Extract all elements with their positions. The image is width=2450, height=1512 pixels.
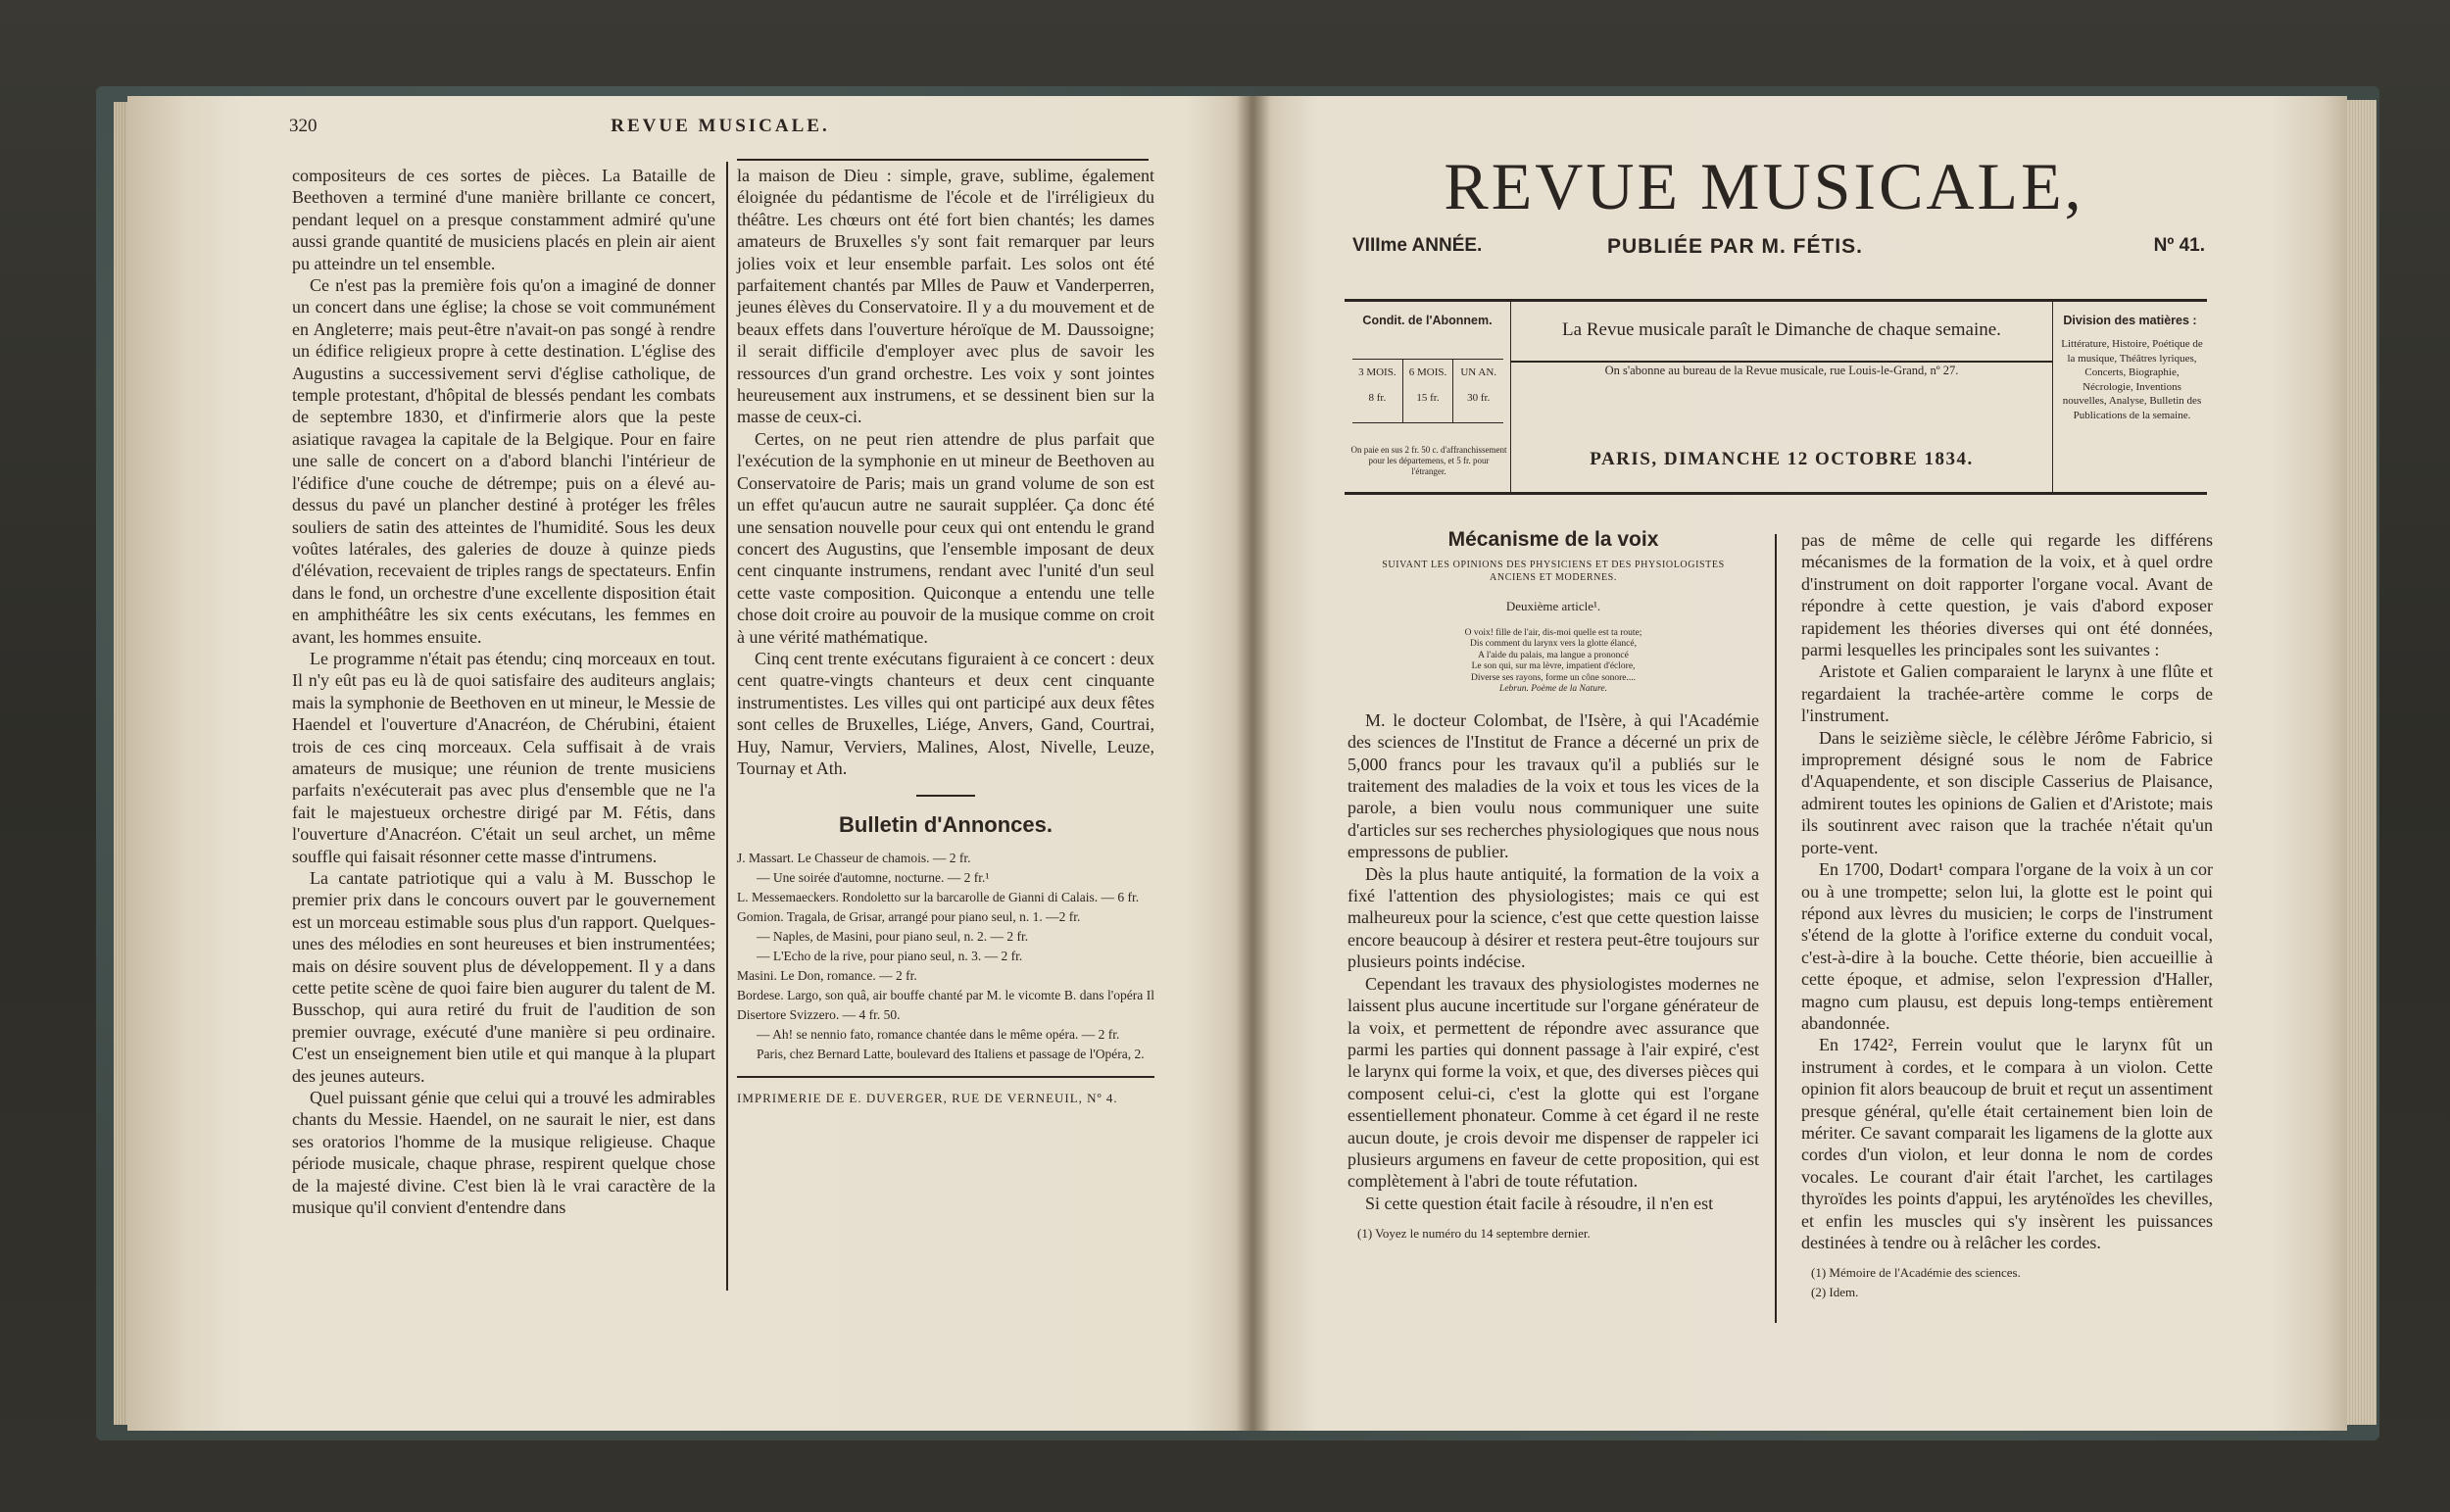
announcement: — Naples, de Masini, pour piano seul, n. 2. — 2 fr. bbox=[757, 928, 1029, 944]
tarif-period: UN AN. bbox=[1460, 366, 1497, 378]
paragraph: Dès la plus haute antiquité, la formation de la voix a fixé l'attention des physiologistes; mais ce qui est malheureux pour la science, c'est que cette question laisse encore beaucoup à désirer et restera peut-être toujours sur plusieurs points indécise. bbox=[1348, 863, 1759, 972]
info-box bbox=[1345, 299, 2207, 495]
epigraph-line: Dis comment du larynx vers la glotte élancé, bbox=[1470, 639, 1637, 650]
subscription-box bbox=[1345, 302, 1511, 492]
epigraph-line: Diverse ses rayons, forme un cône sonore.... bbox=[1470, 672, 1637, 683]
paragraph: En 1742², Ferrein voulut que le larynx fût un instrument à cordes, et le compara à un violon. Cette opinion fit alors beaucoup de bruit et reçut un assentiment presque général, qu'elle était certainement bien loin de mériter. Ce savant comparait les ligamens de la glotte aux cordes d'un violon, et leur donna le nom de cordes vocales. Le courant d'air était l'archet, les cartilages thyroïdes les points d'appui, les aryténoïdes les chevilles, et enfin les muscles qui s'y insèrent les puissances destinées à tendre ou à relâcher les cordes. bbox=[1801, 1035, 2213, 1252]
epigraph-line: A l'aide du palais, ma langue a prononcé bbox=[1478, 650, 1629, 660]
column-rule bbox=[726, 162, 728, 1291]
epigraph bbox=[1406, 628, 1700, 696]
tarif-cell bbox=[1352, 360, 1403, 422]
paragraph: Quel puissant génie que celui qui a trouvé les admirables chants du Messie. Haendel, on ne saurait le nier, est dans ses oratorios l'homme de la musique religieuse. Chaque période musicale, chaque phrase, respirent quelque chose de la majesté divine. C'est bien là le vrai caractère de la musique qu'il convient d'entendre dans bbox=[292, 1088, 715, 1218]
left-column-1 bbox=[292, 165, 715, 1219]
announcement: Bordese. Largo, son quâ, air bouffe chanté par M. le vicomte B. dans l'opéra Il Disertore Svizzero. — 4 fr. 50. bbox=[737, 987, 1154, 1022]
paragraph: la maison de Dieu : simple, grave, sublime, également éloignée du pédantisme de l'école et de l'irréligieux du théâtre. Les chœurs ont été fort bien chantés; les dames amateurs de Bruxelles s'y sont fait remarquer par leurs jolies voix et leur ensemble parfait. Les solos ont été parfaitement chantés par Mlles de Pauw et Vanderperren, jeunes élèves du Conservatoire. Il y a du mouvement et de beaux effets dans l'ouverture héroïque de M. Daussoigne; il serait difficile d'employer avec plus de savoir les ressources d'un grand orchestre. Les voix y sont jointes heureusement aux instrumens, et se dessinent bien sur la masse de ceux-ci. bbox=[737, 166, 1154, 427]
epigraph-line: Le son qui, sur ma lèvre, impatient d'éclore, bbox=[1471, 661, 1636, 672]
footnote: (2) Idem. bbox=[1811, 1285, 1859, 1300]
announcement: — Ah! se nennio fato, romance chantée dans le même opéra. — 2 fr. bbox=[757, 1026, 1120, 1042]
publication-headline: La Revue musicale paraît le Dimanche de chaque semaine. bbox=[1562, 319, 2001, 340]
publication-box bbox=[1511, 302, 2052, 492]
paragraph: Cependant les travaux des physiologistes modernes ne laissent plus aucune incertitude sur l'organe générateur de la voix, et permettent de répondre avec assurance que parmi les parties qui donnent passage à l'air expiré, c'est le larynx qui forme la voix, et que, des diverses pièces qui composent celui-ci, c'est la glotte qui est l'organe essentiellement phonateur. Comme à cet égard il ne reste aucun doute, je crois devoir me dispenser de rappeler ici plusieurs argumens en faveur de cette proposition, qui est complètement à l'abri de toute réfutation. bbox=[1348, 973, 1759, 1192]
paragraph: La cantate patriotique qui a valu à M. Busschop le premier prix dans le concours ouvert par le gouvernement est un morceau estimable sous plus d'un rapport. Quelques-unes des mélodies en sont heureuses et bien instrumentées; mais on désire souvent plus de développement. Il y a dans cette petite scène de quoi faire bien augurer du talent de M. Busschop, qui aura retiré du fruit de l'audition de son premier ouvrage, exécuté d'une manière si peu ordinaire. C'est un enseignement bien utile et qui manque à la plupart des jeunes auteurs. bbox=[292, 868, 715, 1086]
printer-imprint: IMPRIMERIE DE E. DUVERGER, RUE DE VERNEUIL, Nº 4. bbox=[737, 1090, 1118, 1105]
masthead-subline bbox=[1352, 235, 2205, 265]
announcement: Masini. Le Don, romance. — 2 fr. bbox=[737, 967, 917, 983]
paragraph: Cinq cent trente exécutans figuraient à ce concert : deux cent quatre-vingts chanteurs et deux cent cinquante instrumentistes. Les villes qui ont participé aux deux fêtes sont celles de Bruxelles, Liége, Anvers, Gand, Courtrai, Huy, Namur, Verviers, Malines, Alost, Nivelle, Leuze, Tournay et Ath. bbox=[737, 648, 1154, 778]
paragraph: compositeurs de ces sortes de pièces. La Bataille de Beethoven a terminé d'une manière brillante ce concert, pendant lequel on a presque constamment admiré qu'une aussi grande quantité de musiciens placés en plein air aient pu atteindre un tel ensemble. bbox=[292, 166, 715, 273]
paragraph: M. le docteur Colombat, de l'Isère, à qui l'Académie des sciences de l'Institut de France a décerné un prix de 5,000 francs pour les travaux qu'il a publiés sur le traitement des maladies de la voix et tous les vices de la parole, a bien voulu nous communiquer une suite d'articles sur ses recherches physiologiques que nous nous empressons de publier. bbox=[1348, 709, 1759, 862]
tarif-period: 6 MOIS. bbox=[1408, 366, 1447, 378]
contents-title: Division des matières : bbox=[2063, 314, 2197, 327]
masthead: REVUE MUSICALE, bbox=[1444, 149, 2084, 223]
column-rule bbox=[1775, 534, 1777, 1323]
book-gutter bbox=[1237, 96, 1270, 1431]
tarif-price: 8 fr. bbox=[1368, 392, 1387, 404]
announcements bbox=[737, 849, 1154, 1064]
paragraph: Certes, on ne peut rien attendre de plus parfait que l'exécution de la symphonie en ut mineur de Beethoven au Conservatoire de Paris; mais un grand volume de son est un effet qu'aucun autre ne saurait suppléer. Ça donc été une sensation nouvelle pour ceux qui ont entendu le grand concert des Augustins, que l'ensemble imposant de deux cent cinquante instrumens, rendant avec l'unité d'un seul cette vaste composition. Quiconque a entendu une telle chose doit croire au pouvoir de la musique comme on croit à une vérité mathématique. bbox=[737, 428, 1154, 647]
epigraph-source: Lebrun. Poème de la Nature. bbox=[1499, 684, 1607, 695]
issue-number: Nº 41. bbox=[2153, 235, 2205, 256]
paragraph: Dans le seizième siècle, le célèbre Jérôme Fabricio, si improprement désigné sous le nom de Fabrice d'Aquapendente, et son disciple Casserius de Plaisance, admirent toutes les opinions de Galien et d'Aristote; mais ils soutinrent avec raison que la trachée n'était qu'un porte-vent. bbox=[1801, 727, 2213, 857]
running-head bbox=[289, 116, 1152, 141]
publisher: PUBLIÉE PAR M. FÉTIS. bbox=[1607, 235, 1863, 258]
announcement: L. Messemaeckers. Rondoletto sur la barcarolle de Gianni di Calais. — 6 fr. bbox=[737, 889, 1140, 904]
announcement: Paris, chez Bernard Latte, boulevard des Italiens et passage de l'Opéra, 2. bbox=[757, 1046, 1145, 1061]
separator bbox=[916, 795, 975, 797]
printer-rule bbox=[737, 1076, 1154, 1078]
article-kicker: Deuxième article¹. bbox=[1505, 599, 1601, 614]
paragraph: En 1700, Dodart¹ compara l'organe de la voix à un cor ou à une trompette; selon lui, la glotte est le point qui répond aux lèvres du musicien; le corps de l'instrument s'étend de la glotte à l'orifice externe du conduit vocal, c'est-à-dire à la bouche. Cette théorie, bien accueillie à cette époque, et admise, selon l'expression d'Haller, magno cum plausu, est depuis long-temps entièrement abandonnée. bbox=[1801, 859, 2213, 1033]
tarif-price: 15 fr. bbox=[1416, 392, 1440, 404]
right-column-1 bbox=[1348, 529, 1759, 1244]
announcement: J. Massart. Le Chasseur de chamois. — 2 fr. bbox=[737, 850, 971, 865]
rule bbox=[1511, 361, 2052, 363]
page-number: 320 bbox=[289, 116, 318, 136]
running-title: REVUE MUSICALE. bbox=[611, 116, 830, 136]
footnote: (1) Mémoire de l'Académie des sciences. bbox=[1811, 1265, 2021, 1281]
announcement: — Une soirée d'automne, nocturne. — 2 fr.¹ bbox=[757, 869, 990, 885]
article-title: Mécanisme de la voix bbox=[1447, 528, 1659, 551]
tarif-price: 30 fr. bbox=[1467, 392, 1491, 404]
contents-list: Littérature, Histoire, Poétique de la musique, Théâtres lyriques, Concerts, Biographie, Nécrologie, Inventions nouvelles, Analyse, Bulletin des Publications de la semaine. bbox=[2061, 338, 2203, 421]
article-subtitle: SUIVANT LES OPINIONS DES PHYSICIENS ET DES PHYSIOLOGISTES ANCIENS ET MODERNES. bbox=[1382, 560, 1725, 584]
contents-box bbox=[2052, 302, 2207, 492]
tarif-cell bbox=[1453, 360, 1503, 422]
dateline: PARIS, DIMANCHE 12 OCTOBRE 1834. bbox=[1590, 449, 1974, 469]
paragraph: pas de même de celle qui regarde les différens mécanismes de la formation de la voix, et à quel ordre d'instrument on doit rapporter l'organe vocal. Avant de répondre à cette question, je vais d'abord exposer rapidement les théories diverses qui ont été données, parmi lesquelles les principales sont les suivantes : bbox=[1801, 530, 2213, 660]
tarif-period: 3 MOIS. bbox=[1358, 366, 1396, 378]
paragraph: Aristote et Galien comparaient le larynx à une flûte et regardaient la trachée-artère comme le corps de l'instrument. bbox=[1801, 661, 2213, 726]
bulletin-title: Bulletin d'Annonces. bbox=[839, 812, 1053, 838]
announcement: Gomion. Tragala, de Grisar, arrangé pour piano seul, n. 1. —2 fr. bbox=[737, 908, 1081, 924]
announcement: — L'Echo de la rive, pour piano seul, n. 3. — 2 fr. bbox=[757, 948, 1023, 963]
footnote: (1) Voyez le numéro du 14 septembre dernier. bbox=[1357, 1226, 1591, 1242]
office-address: On s'abonne au bureau de la Revue musicale, rue Louis-le-Grand, nº 27. bbox=[1604, 364, 1959, 377]
paragraph: Si cette question était facile à résoudre, il n'en est bbox=[1365, 1193, 1714, 1213]
paragraph: Le programme n'était pas étendu; cinq morceaux en tout. Il n'y eût pas eu là de quoi satisfaire des auditeurs anglais; mais la symphonie de Beethoven en ut mineur, le Messie de Haendel et l'ouverture d'Anacréon, de Chérubini, étaient trois de ces cinq morceaux. Cela suffisait à de vrais amateurs de musique; une réunion de trente musiciens parfaits n'exécuterait pas avec plus d'ensemble que ne l'a fait le majestueux orchestre dirigé par M. Fétis, dans l'ouverture d'Anacréon. C'était un seul archet, un même souffle qui faisait résonner cette masse d'intrumens. bbox=[292, 648, 715, 866]
paragraph: Ce n'est pas la première fois qu'on a imaginé de donner un concert dans une église; la chose se voit communément en Angleterre; mais peut-être n'avait-on pas songé à rendre un édifice religieux propre à cette destination. L'église des Augustins a successivement servi d'église catholique, de temple protestant, d'hôpital de blessés pendant les combats de septembre 1830, et d'infirmerie alors que la peste asiatique ravagea la capitale de la Belgique. Pour en faire une salle de concert on a d'abord blanchi l'intérieur de l'édifice d'une couche de détrempe; puis on a élevé au-dessus du pavé un plancher destiné à protéger les frêles souliers de satin des atteintes de l'humidité. Sous les deux voûtes latérales, des galeries de douze à quinze pieds d'élévation, recevaient de triples rangs de spectateurs. Enfin dans le fond, un orchestre d'une excellente disposition était en amphithéâtre les six cents exécutans, les femmes en avant, les hommes ensuite. bbox=[292, 275, 715, 647]
left-column-2 bbox=[737, 165, 1154, 1109]
subscription-table bbox=[1352, 359, 1503, 423]
subscription-title: Condit. de l'Abonnem. bbox=[1362, 314, 1493, 327]
epigraph-line: O voix! fille de l'air, dis-moi quelle est ta route; bbox=[1464, 627, 1642, 638]
right-column-2 bbox=[1801, 529, 2213, 1302]
subscription-note: On paie en sus 2 fr. 50 c. d'affranchissement pour les départemens, et 5 fr. pour l'étranger. bbox=[1350, 445, 1507, 476]
year: VIIIme ANNÉE. bbox=[1352, 235, 1483, 256]
tarif-cell bbox=[1403, 360, 1454, 422]
column-top-rule bbox=[737, 159, 1149, 161]
